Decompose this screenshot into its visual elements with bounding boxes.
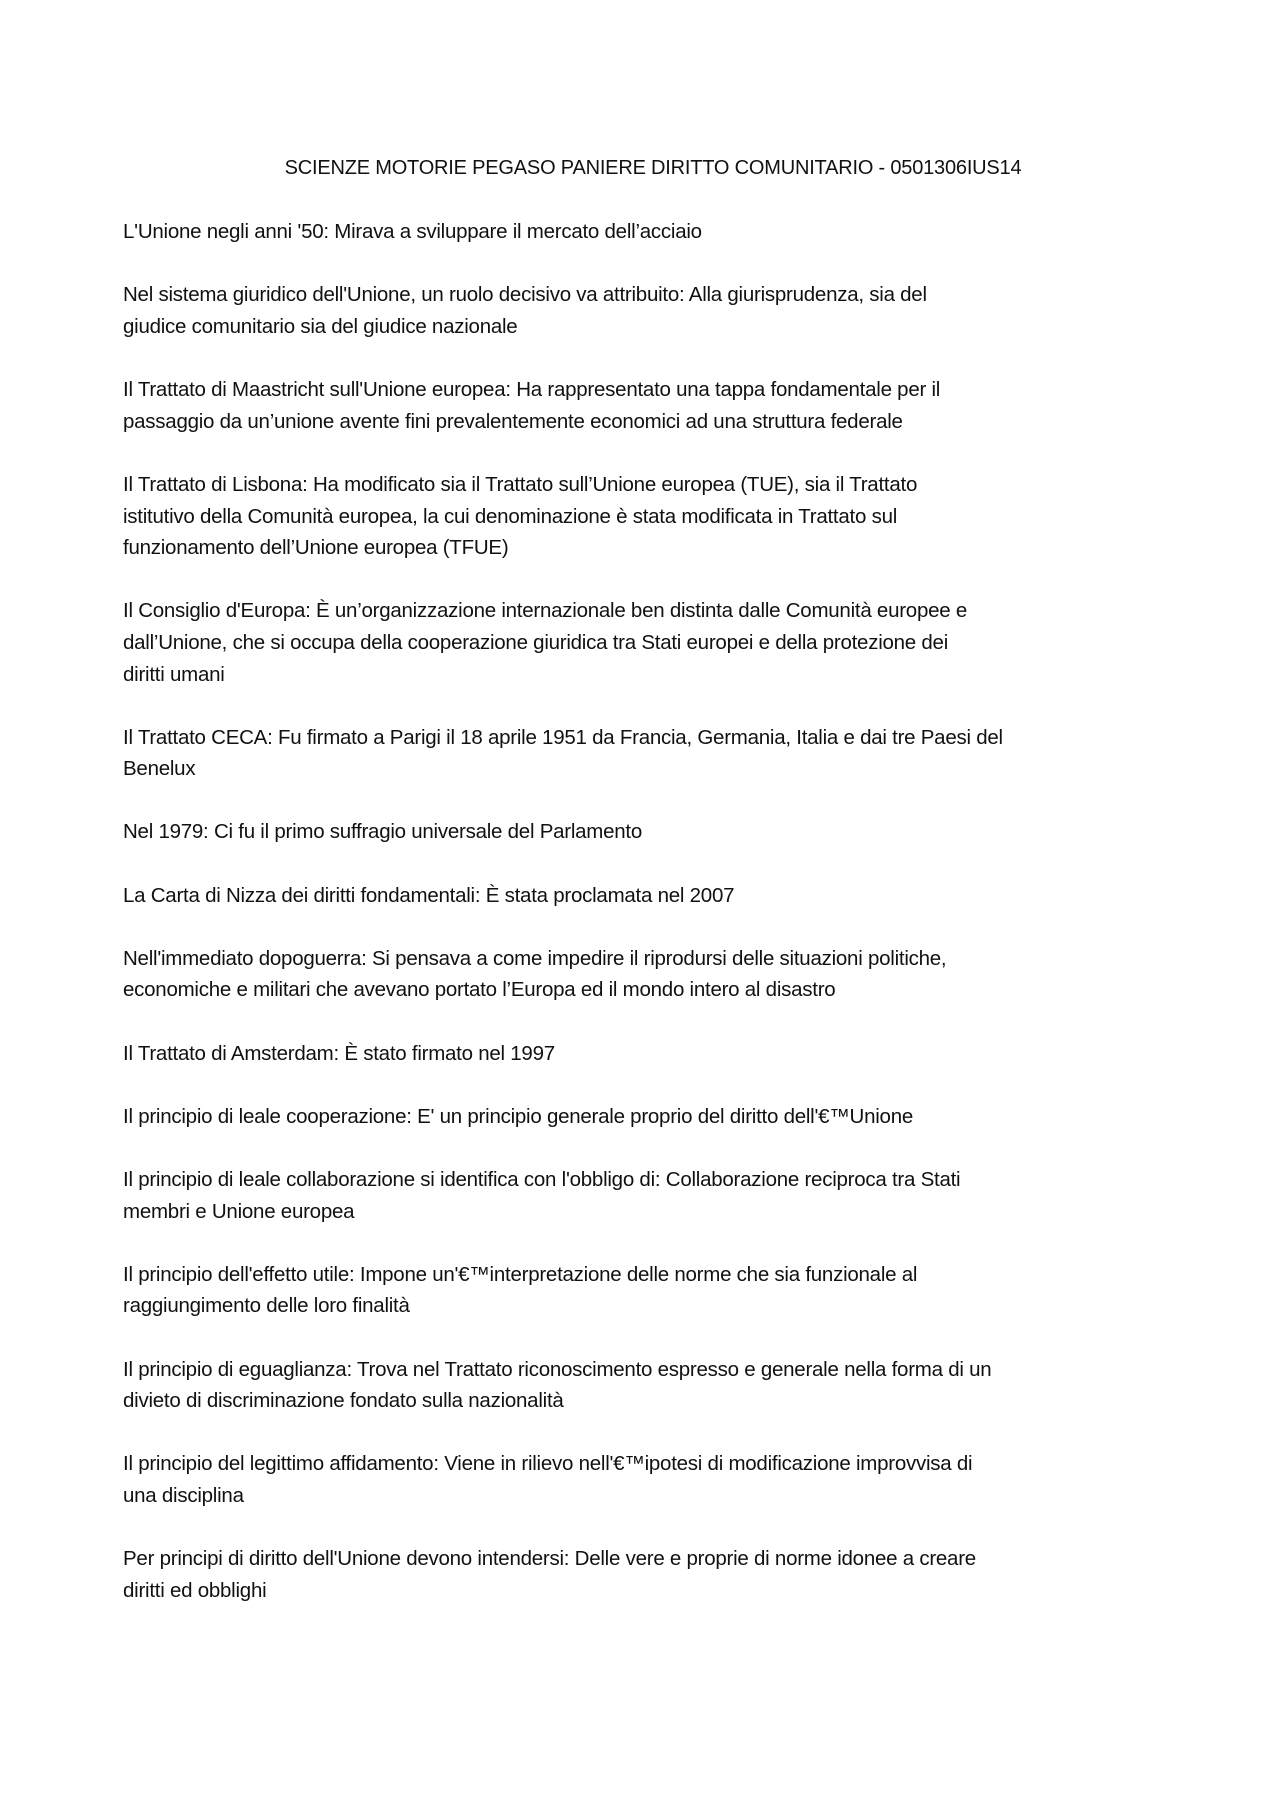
question-answer-item [123,722,1183,785]
question-answer-item [123,880,1183,912]
text-line: economiche e militari che avevano portato l’Europa ed il mondo intero al disastro [123,978,836,1002]
text-line: Il principio di leale cooperazione: E' un principio generale proprio del diritto dell'€™Unione [123,1104,914,1128]
text-line: Il Trattato di Maastricht sull'Unione europea: Ha rappresentato una tappa fondamentale per il [123,378,941,402]
text-line: funzionamento dell’Unione europea (TFUE) [123,536,509,560]
text-line: Il principio dell'effetto utile: Impone un'€™interpretazione delle norme che sia funzionale al [123,1262,918,1286]
text-line: Nel 1979: Ci fu il primo suffragio universale del Parlamento [123,820,643,844]
question-answer-item [123,1354,1183,1417]
text-line: diritti umani [123,662,225,686]
question-answer-item [123,1101,1183,1133]
text-line: divieto di discriminazione fondato sulla nazionalità [123,1389,564,1413]
question-answer-item [123,279,1183,342]
text-line: diritti ed obblighi [123,1578,267,1602]
text-line: Il Trattato CECA: Fu firmato a Parigi il 18 aprile 1951 da Francia, Germania, Italia e dai tre Paesi del [123,725,1003,749]
text-line: L'Unione negli anni '50: Mirava a sviluppare il mercato dell’acciaio [123,220,702,244]
question-answer-item [123,1038,1183,1070]
question-answer-item [123,1259,1183,1322]
text-line: Per principi di diritto dell'Unione devono intendersi: Delle vere e proprie di norme idonee a creare [123,1547,976,1571]
text-line: una disciplina [123,1483,244,1507]
text-line: membri e Unione europea [123,1199,355,1223]
text-line: dall’Unione, che si occupa della cooperazione giuridica tra Stati europei e della protezione dei [123,630,949,654]
document-title: SCIENZE MOTORIE PEGASO PANIERE DIRITTO COMUNITARIO - 0501306IUS14 [284,157,1022,179]
text-line: passaggio da un’unione avente fini prevalentemente economici ad una struttura federale [123,409,903,433]
text-line: raggiungimento delle loro finalità [123,1294,410,1318]
question-answer-item [123,216,1183,248]
text-line: Il Trattato di Lisbona: Ha modificato sia il Trattato sull’Unione europea (TUE), sia il Trattato [123,472,918,496]
text-line: Il principio di eguaglianza: Trova nel Trattato riconoscimento espresso e generale nella forma di un [123,1357,992,1381]
question-answer-item [123,469,1183,564]
question-answer-item [123,1543,1183,1606]
text-line: Il principio di leale collaborazione si identifica con l'obbligo di: Collaborazione reciproca tra Stati [123,1168,961,1191]
question-answer-item [123,595,1183,690]
question-answer-item [123,374,1183,437]
text-line: Benelux [123,757,196,781]
text-line: Nell'immediato dopoguerra: Si pensava a come impedire il riprodursi delle situazioni politiche, [123,946,947,970]
text-line: La Carta di Nizza dei diritti fondamentali: È stata proclamata nel 2007 [123,883,735,907]
text-line: Il Trattato di Amsterdam: È stato firmato nel 1997 [123,1041,555,1065]
text-line: Il Consiglio d'Europa: È un’organizzazione internazionale ben distinta dalle Comunità europee e [123,599,967,623]
text-line: istitutivo della Comunità europea, la cui denominazione è stata modificata in Trattato sul [123,504,898,528]
question-answer-item [123,1164,1183,1227]
document-page [123,153,1183,1638]
question-answer-item [123,816,1183,848]
text-line: Il principio del legittimo affidamento: Viene in rilievo nell'€™ipotesi di modificazione improvvisa di [123,1452,973,1476]
question-answer-item [123,1448,1183,1511]
text-line: Nel sistema giuridico dell'Unione, un ruolo decisivo va attribuito: Alla giurisprudenza, sia del [123,283,927,307]
question-answer-item [123,943,1183,1006]
text-line: giudice comunitario sia del giudice nazionale [123,314,518,338]
question-list [123,216,1183,1606]
